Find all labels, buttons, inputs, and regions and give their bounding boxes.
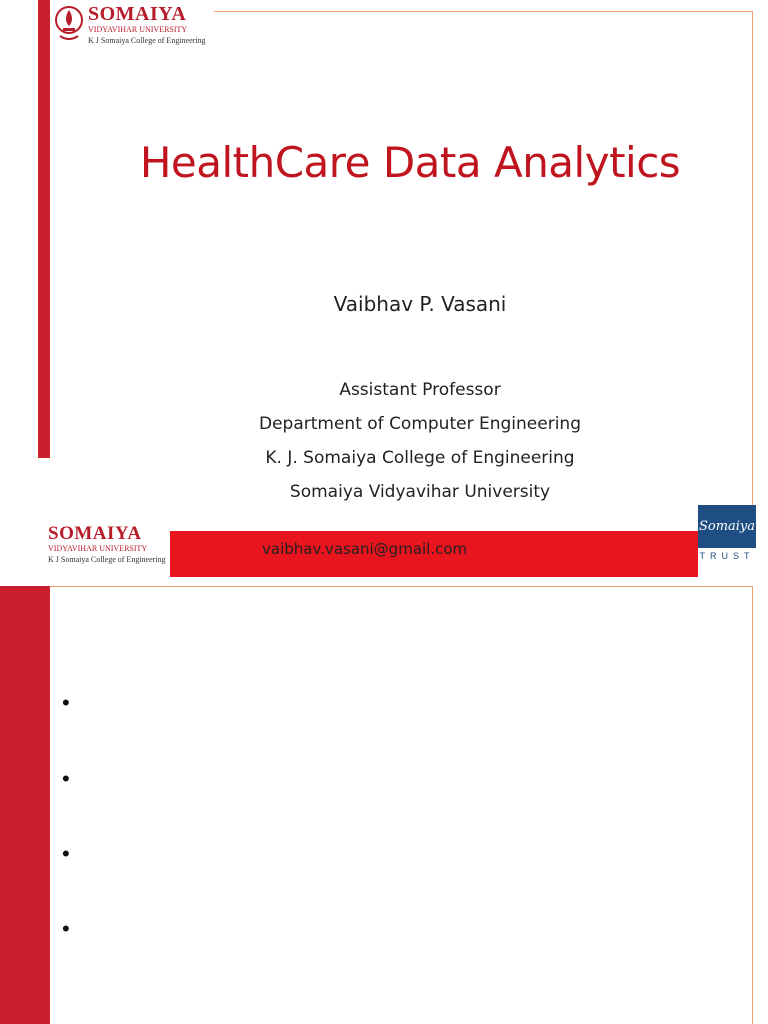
author-name: Vaibhav P. Vasani bbox=[333, 292, 507, 316]
affiliation-block bbox=[50, 378, 768, 514]
affiliation-line: Department of Computer Engineering bbox=[259, 414, 581, 434]
trust-script: Somaiya bbox=[698, 505, 756, 548]
bullet-item: • bbox=[62, 690, 70, 715]
trust-word: TRUST bbox=[698, 548, 756, 565]
affiliation-line: Assistant Professor bbox=[339, 380, 501, 400]
bullet-item: • bbox=[62, 766, 70, 791]
logo-college: K J Somaiya College of Engineering bbox=[88, 36, 206, 45]
university-logo-bottom bbox=[38, 524, 166, 564]
university-logo-top bbox=[54, 4, 206, 45]
logo-subtitle: VIDYAVIHAR UNIVERSITY bbox=[48, 544, 148, 553]
bullet-item: • bbox=[62, 916, 70, 941]
left-red-bar bbox=[38, 0, 50, 458]
emblem-icon bbox=[38, 524, 44, 564]
slide-separator bbox=[0, 578, 768, 586]
slide-2 bbox=[0, 586, 768, 1024]
affiliation-line: K. J. Somaiya College of Engineering bbox=[265, 448, 575, 468]
affiliation-line: Somaiya Vidyavihar University bbox=[289, 482, 551, 502]
left-red-bar bbox=[0, 586, 50, 1024]
logo-college: K J Somaiya College of Engineering bbox=[48, 555, 166, 564]
slide-frame bbox=[50, 586, 753, 1024]
trust-logo bbox=[698, 505, 756, 565]
email-address[interactable]: vaibhav.vasani@gmail.com bbox=[262, 540, 468, 558]
logo-name: SOMAIYA bbox=[48, 523, 142, 544]
emblem-icon bbox=[54, 4, 84, 44]
logo-subtitle: VIDYAVIHAR UNIVERSITY bbox=[88, 25, 188, 34]
slide-title: HealthCare Data Analytics bbox=[139, 138, 681, 187]
bullet-item: • bbox=[62, 841, 70, 866]
logo-name: SOMAIYA bbox=[88, 3, 187, 25]
